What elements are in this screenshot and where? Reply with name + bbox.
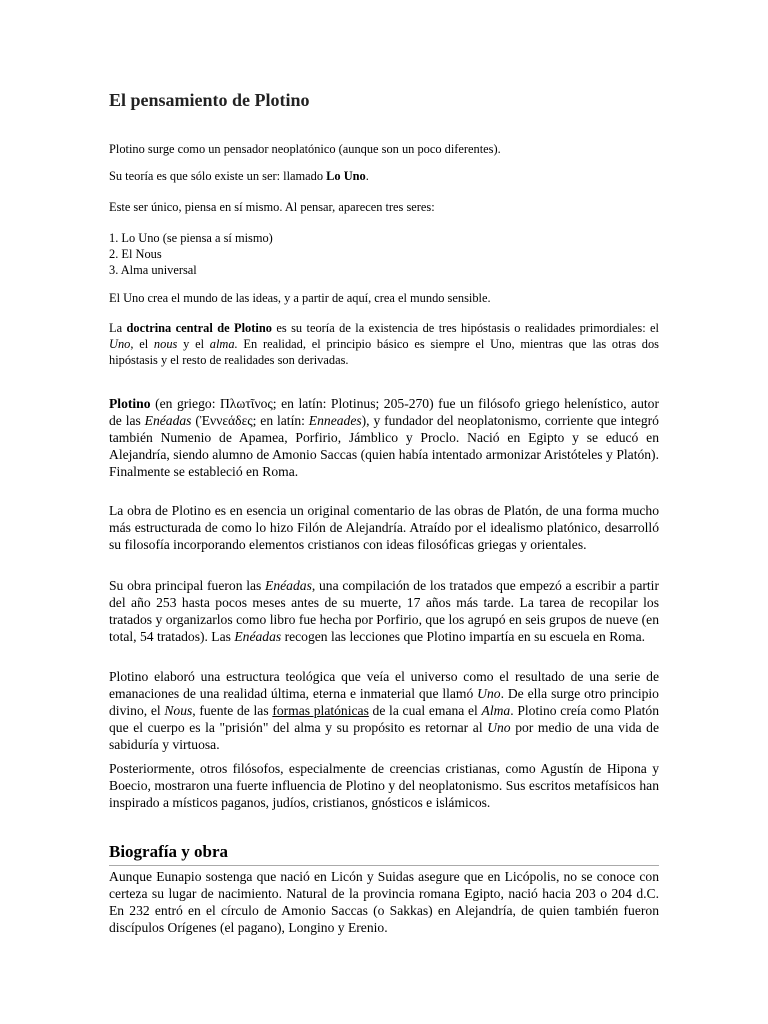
alma-italic: Alma: [481, 703, 511, 718]
uno-italic: Uno: [109, 337, 131, 351]
p5-c: , el: [130, 337, 154, 351]
a3-a: Su obra principal fueron las: [109, 578, 266, 593]
uno-italic: Uno: [487, 720, 511, 735]
p5-a: La: [109, 321, 127, 335]
enneades-italic: Enneades: [308, 413, 362, 428]
eneadas-italic: Enéadas: [265, 578, 312, 593]
a1-a: (en griego: Πλωτῖνος; en latín: Plotinus; 205-270) fue un filósofo griego helenístico, autor de las: [109, 396, 659, 428]
nous-italic: nous: [153, 337, 178, 351]
article-paragraph-2: La obra de Plotino es en esencia un original comentario de las obras de Platón, de una forma mucho más estructurada de como lo hizo Filón de Alejandría. Atraído por el idealismo platónico, desarrolló su filosofía incorporando elementos cristianos con ideas filosóficas griegas y orientales.: [109, 503, 659, 552]
plotino-bold: Plotino: [109, 396, 151, 411]
a1-b: (Ἐννεάδες; en latín:: [191, 413, 309, 428]
uno-italic: Uno: [477, 686, 501, 701]
p5-e: En realidad, el principio básico es siempre el Uno, mientras que las otras dos hipóstasis y el resto de realidades son derivadas.: [109, 337, 659, 367]
page-title: El pensamiento de Plotino: [109, 90, 310, 110]
section-paragraph-1: Aunque Eunapio sostenga que nació en Licón y Suidas asegure que en Licópolis, no se conoce con certeza su lugar de nacimiento. Natural de la provincia romana Egipto, nació hacia 203 o 204 d.C. En 232 entró en el círculo de Amonio Saccas (o Sakkas) en Alejandría, de quien también fueron discípulos Orígenes (el pagano), Longino y Erenio.: [109, 869, 659, 935]
intro-paragraph-5: [109, 320, 659, 368]
a4-c: , fuente de las: [192, 703, 273, 718]
p5-b: es su teoría de la existencia de tres hipóstasis o realidades primordiales: el: [271, 321, 659, 335]
article-paragraph-1: [109, 395, 659, 480]
list-item: 3. Alma universal: [109, 263, 197, 277]
a4-a: Plotino elaboró una estructura teológica que veía el universo como el resultado de una serie de emanaciones de una realidad última, eterna e inmaterial que llamó: [109, 669, 659, 701]
list-item: 1. Lo Uno (se piensa a sí mismo): [109, 231, 273, 245]
intro-paragraph-3: Este ser único, piensa en sí mismo. Al pensar, aparecen tres seres:: [109, 200, 435, 214]
list-item: 2. El Nous: [109, 247, 162, 261]
intro-p2-text: Su teoría es que sólo existe un ser: llamado: [109, 169, 327, 183]
eneadas-italic: Enéadas: [234, 629, 282, 644]
eneadas-italic: Enéadas: [144, 413, 192, 428]
intro-p2-end: .: [365, 169, 369, 183]
a4-d: de la cual emana el: [368, 703, 482, 718]
article-paragraph-3: [109, 577, 659, 645]
hypostasis-list: [109, 230, 659, 278]
alma-italic: alma.: [209, 337, 238, 351]
a4-f: por medio de una vida de sabiduría y virtuosa.: [109, 720, 659, 752]
lo-uno-bold: Lo Uno: [326, 169, 366, 183]
article-paragraph-4: [109, 668, 659, 753]
formas-platonicas-link[interactable]: formas platónicas: [272, 703, 369, 718]
a3-b: , una compilación de los tratados que empezó a escribir a partir del año 253 hasta pocos meses antes de su muerte, 17 años más tarde. La tarea de recopilar los tratados y organizarlos como libro fue hecha por Porfirio, que los agrupó en seis grupos de nueve (en total, 54 tratados). Las: [109, 578, 659, 644]
a3-c: recogen las lecciones que Plotino impartía en su escuela en Roma.: [281, 629, 646, 644]
intro-paragraph-2: [109, 168, 659, 184]
article-paragraph-5: Posteriormente, otros filósofos, especialmente de creencias cristianas, como Agustín de Hipona y Boecio, mostraron una fuerte influencia de Plotino y del neoplatonismo. Sus escritos metafísicos han inspirado a místicos paganos, judíos, cristianos, gnósticos e islámicos.: [109, 761, 659, 810]
nous-italic: Nous: [164, 703, 193, 718]
a4-b: . De ella surge otro principio divino, el: [109, 686, 659, 718]
doctrina-bold: doctrina central de Plotino: [126, 321, 272, 335]
intro-paragraph-4: El Uno crea el mundo de las ideas, y a partir de aquí, crea el mundo sensible.: [109, 291, 491, 305]
a4-e: . Plotino creía como Platón que el cuerpo es la "prisión" del alma y su propósito es retornar al: [109, 703, 659, 735]
intro-paragraph-1: Plotino surge como un pensador neoplatónico (aunque son un poco diferentes).: [109, 142, 501, 156]
p5-d: y el: [177, 337, 210, 351]
a1-c: ), y fundador del neoplatonismo, corriente que integró también Numenio de Apamea, Porfirio, Jámblico y Proclo. Nació en Egipto y se educó en Alejandría, siendo alumno de Amonio Saccas (quien había intentado armonizar Aristóteles y Platón). Finalmente se estableció en Roma.: [109, 413, 659, 479]
section-heading: Biografía y obra: [109, 842, 659, 866]
